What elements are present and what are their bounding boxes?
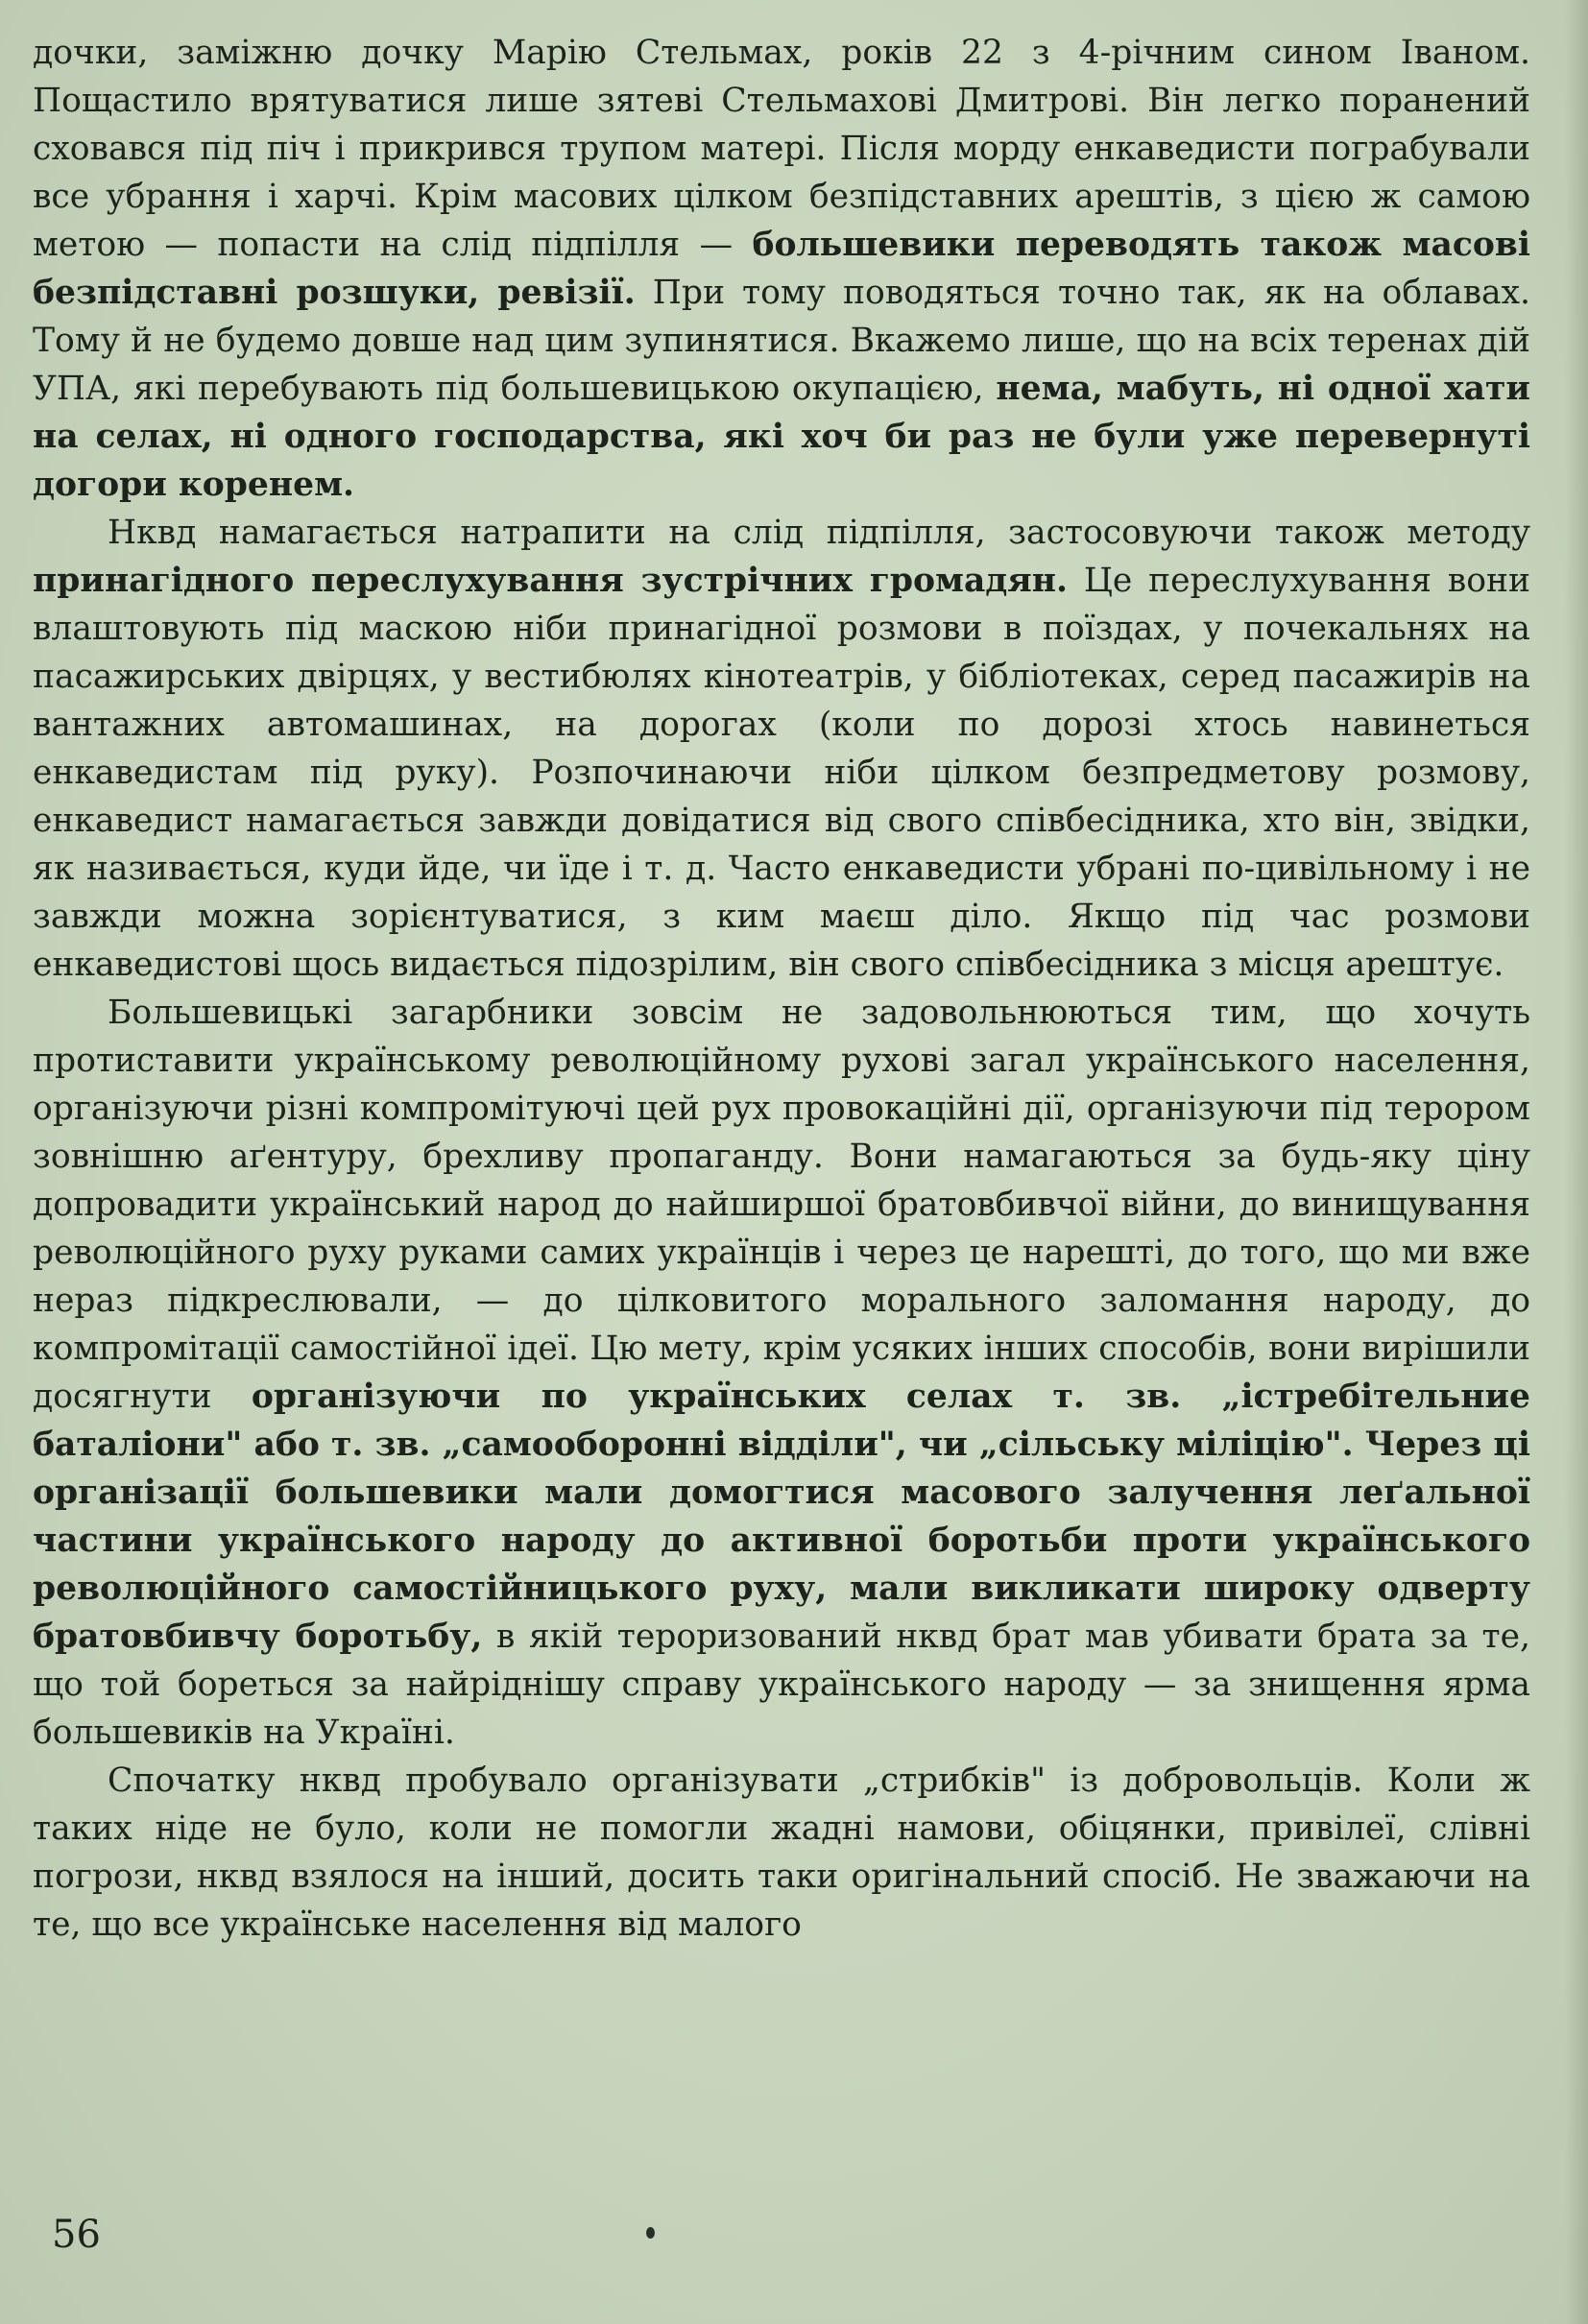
- text-run: Нквд намагається натрапити на слід підпілля, застосовуючи також методу: [108, 514, 1530, 552]
- bold-text-run: принагідного переслухування зустрічних громадян.: [33, 562, 1069, 600]
- paragraph: [33, 989, 1530, 1757]
- page-edge-shadow: [1565, 0, 1588, 2324]
- bold-text-run: організуючи по українських селах т. зв. „істребітельние баталіони" або т. зв. „самооборонні відділи", чи „сільську міліцію". Через ці організації большевики мали домогтися масового залучення леґальної частини українського народу до активної боротьби проти українського революційного самостійницького руху, мали викликати широку одверту братовбивчу боротьбу,: [33, 1378, 1530, 1656]
- text-run: Большевицькі загарбники зовсім не задовольнюються тим, що хочуть протиставити українському революційному рухові загал українського населення, організуючи різні компромітуючі цей рух провокаційні дії, організуючи під терором зовнішню аґентуру, брехливу пропаганду. Вони намагаються за будь-яку ціну допровадити український народ до найширшої братовбивчої війни, до винищування революційного руху руками самих українців і через це нарешті, до того, що ми вже нераз підкреслювали, — до цілковитого морального заломання народу, до компромітації самостійної ідеї. Цю мету, крім усяких інших способів, вони вирішили досягнути: [33, 994, 1530, 1416]
- text-run: в якій тероризований нквд брат мав убивати брата за те, що той бореться за найріднішу справу українського народу — за знищення ярма большевиків на Україні.: [33, 1617, 1531, 1752]
- paragraph: [33, 509, 1530, 989]
- text-run: Спочатку нквд пробувало організувати „стрибків" із добровольців. Коли ж таких ніде не було, коли не помогли жадні намови, обіцянки, привілеї, слівні погрози, нквд взялося на інший, досить таки оригінальний спосіб. Не зважаючи на те, що все українське населення від малого: [33, 1761, 1530, 1944]
- paragraph: [33, 29, 1530, 509]
- text-run: Це переслухування вони влаштовують під маскою ніби принагідної розмови в поїздах, у почекальнях на пасажирських двірцях, у вестибюлях кінотеатрів, у бібліотеках, серед пасажирів на вантажних автомашинах, на дорогах (коли по дорозі хтось навинеться енкаведистам під руку). Розпочинаючи ніби цілком безпредметову розмову, енкаведист намагається завжди довідатися від свого співбесідника, хто він, звідки, як називається, куди йде, чи їде і т. д. Часто енкаведисти убрані по-цивільному і не завжди можна зорієнтуватися, з ким маєш діло. Якщо під час розмови енкаведистові щось видається підозрілим, він свого співбесідника з місця арештує.: [33, 562, 1530, 984]
- body-text: [33, 29, 1530, 1949]
- bold-text-run: нема, мабуть, ні одної хати на селах, ні одного господарства, які хоч би раз не були уже перевернуті догори коренем.: [33, 370, 1530, 504]
- paragraph: [33, 1757, 1530, 1949]
- text-run: дочки, заміжню дочку Марію Стельмах, років 22 з 4-річним сином Іваном. Пощастило врятуватися лише зятеві Стельмахові Дмитрові. Він легко поранений сховався під піч і прикрився трупом матері. Після морду енкаведисти пограбували все убрання і харчі. Крім масових цілком безпідставних арештів, з цією ж самою метою — попасти на слід підпілля —: [33, 34, 1530, 264]
- text-run: При тому поводяться точно так, як на облавах. Тому й не будемо довше над цим зупинятися. Вкажемо лише, що на всіх теренах дій УПА, які перебувають під большевицькою окупацією,: [33, 274, 1530, 408]
- page-number: 56: [52, 2213, 101, 2257]
- print-mark: [646, 2227, 655, 2239]
- bold-text-run: большевики переводять також масові безпідставні розшуки, ревізії.: [33, 226, 1530, 312]
